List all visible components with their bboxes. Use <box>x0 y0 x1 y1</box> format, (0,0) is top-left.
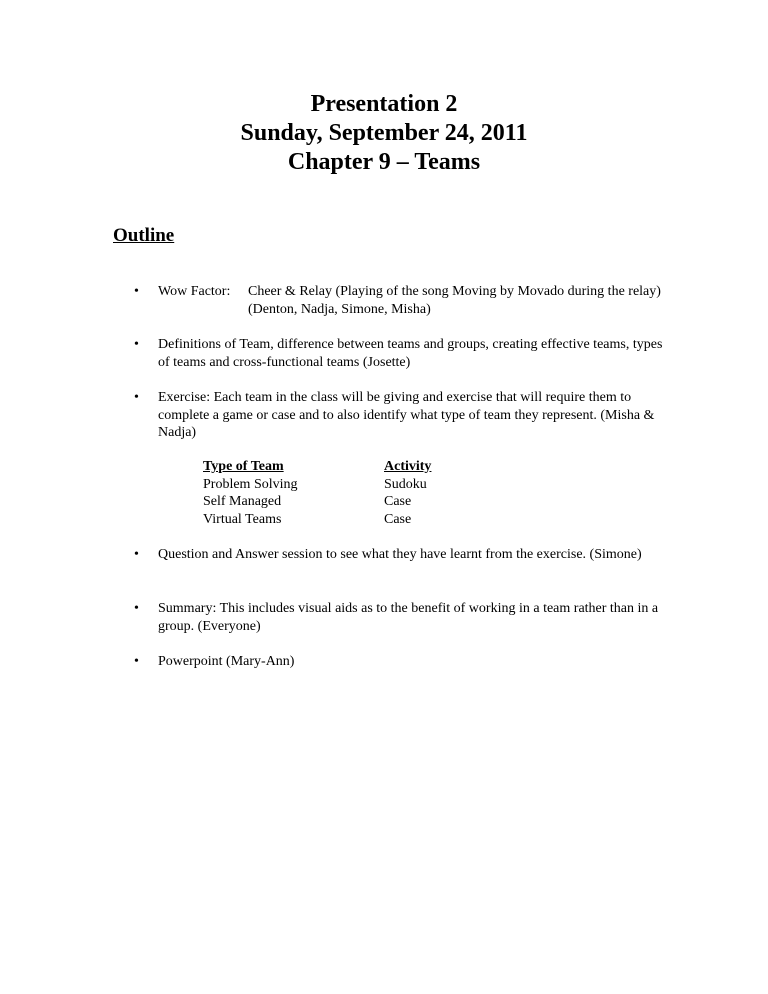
outline-item-definitions: Definitions of Team, difference between teams and groups, creating effective teams, types of teams and cross-functional teams (Josette) <box>158 337 663 370</box>
outline-heading: Outline <box>113 225 175 246</box>
title-date: Sunday, September 24, 2011 <box>240 120 528 146</box>
outline-item-powerpoint: Powerpoint (Mary-Ann) <box>158 654 295 669</box>
bullet-icon: • <box>134 284 139 299</box>
table-cell-activity: Case <box>384 511 412 527</box>
title-chapter: Chapter 9 – Teams <box>287 149 481 175</box>
table-header-type: Type of Team <box>203 459 284 474</box>
bullet-icon: • <box>134 337 139 352</box>
bullet-icon: • <box>134 654 139 669</box>
bullet-icon: • <box>134 390 139 405</box>
outline-item-summary: Summary: This includes visual aids as to the benefit of working in a team rather than in a group. (Everyone) <box>158 601 659 634</box>
table-cell-type: Self Managed <box>203 494 282 509</box>
outline-item-exercise: Exercise: Each team in the class will be giving and exercise that will require them to complete a game or case and to also identify what type of team they represent. (Misha & Nadja) <box>158 390 655 440</box>
title-presentation: Presentation 2 <box>310 91 458 117</box>
table-cell-type: Problem Solving <box>203 476 298 492</box>
bullet-icon: • <box>134 601 139 616</box>
table-cell-activity: Case <box>384 494 412 509</box>
bullet-icon: • <box>134 547 139 562</box>
wow-factor-label: Wow Factor: <box>158 284 231 299</box>
outline-item-question-answer: Question and Answer session to see what they have learnt from the exercise. (Simone) <box>158 547 642 562</box>
table-cell-activity: Sudoku <box>384 476 427 492</box>
table-header-activity: Activity <box>384 459 432 474</box>
wow-factor-text: Cheer & Relay (Playing of the song Moving by Movado during the relay) (Denton, Nadja, Simone, Misha) <box>248 284 661 317</box>
table-cell-type: Virtual Teams <box>203 511 282 527</box>
